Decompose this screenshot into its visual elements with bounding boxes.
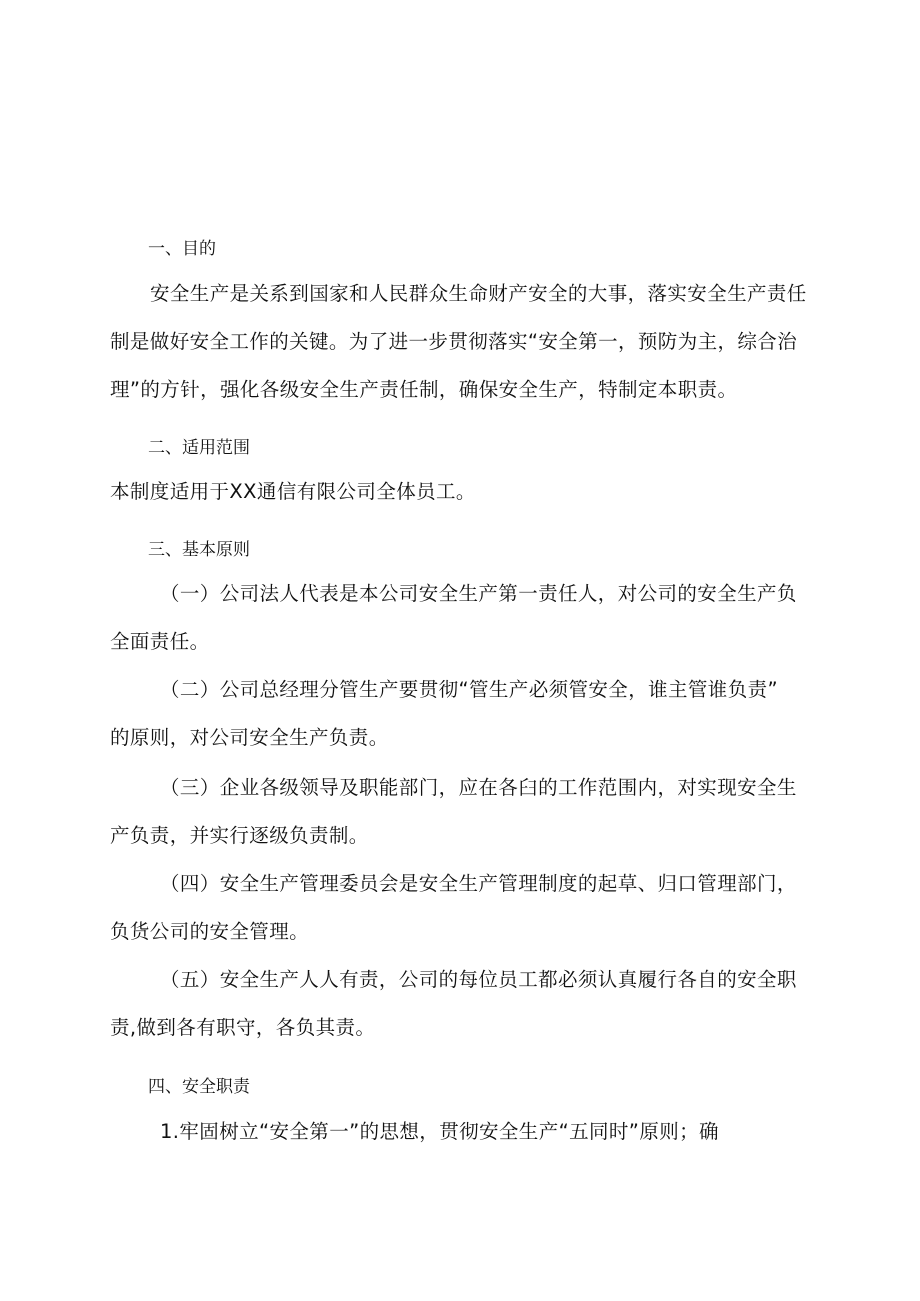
paragraph-line: 本制度适用于XX通信有限公司全体员工。 <box>110 480 476 503</box>
section-duties-paragraph <box>110 1108 810 1156</box>
section-heading-principles: 三、基本原则 <box>148 540 250 560</box>
paragraph-line: （四）安全生产管理委员会是安全生产管理制度的起草、归口管理部门， <box>160 872 797 895</box>
paragraph-line: （二）公司总经理分管生产要贯彻“管生产必须管安全，谁主管谁负责” <box>160 678 779 701</box>
principle-item-5 <box>110 956 810 1052</box>
paragraph-line: 1.牢固树立“安全第一”的思想，贯彻安全生产“五同时”原则；确 <box>160 1120 719 1143</box>
section-purpose-paragraph <box>110 270 810 414</box>
paragraph-line: 产负责，并实行逐级负责制。 <box>110 824 369 847</box>
paragraph-line: 制是做好安全工作的关键。为了进一步贯彻落实“安全第一，预防为主，综合治 <box>110 330 798 353</box>
paragraph-line: 的原则，对公司安全生产负责。 <box>110 726 389 749</box>
paragraph-line: 负货公司的安全管理。 <box>110 920 310 943</box>
paragraph-line: 理”的方针，强化各级安全生产责任制，确保安全生产，特制定本职责。 <box>110 378 738 401</box>
principle-item-1 <box>110 570 810 666</box>
paragraph-line: 安全生产是关系到国家和人民群众生命财产安全的大事，落实安全生产责任 <box>150 282 807 305</box>
paragraph-line: （三）企业各级领导及职能部门，应在各臼的工作范围内，对实现安全生 <box>160 776 797 799</box>
principle-item-2 <box>110 666 810 762</box>
section-heading-duties: 四、安全职责 <box>148 1077 250 1097</box>
paragraph-line: （五）安全生产人人有责，公司的每位员工都必须认真履行各自的安全职 <box>160 968 797 991</box>
paragraph-line: （一）公司法人代表是本公司安全生产第一责任人，对公司的安全生产负 <box>160 582 797 605</box>
section-heading-scope: 二、适用范围 <box>148 438 250 458</box>
paragraph-line: 责,做到各有职守，各负其责。 <box>110 1016 376 1039</box>
principle-item-4 <box>110 860 810 956</box>
paragraph-line: 全面责任。 <box>110 630 210 653</box>
principle-item-3 <box>110 764 810 860</box>
section-scope-paragraph <box>110 468 810 516</box>
section-heading-purpose: 一、目的 <box>148 239 216 259</box>
